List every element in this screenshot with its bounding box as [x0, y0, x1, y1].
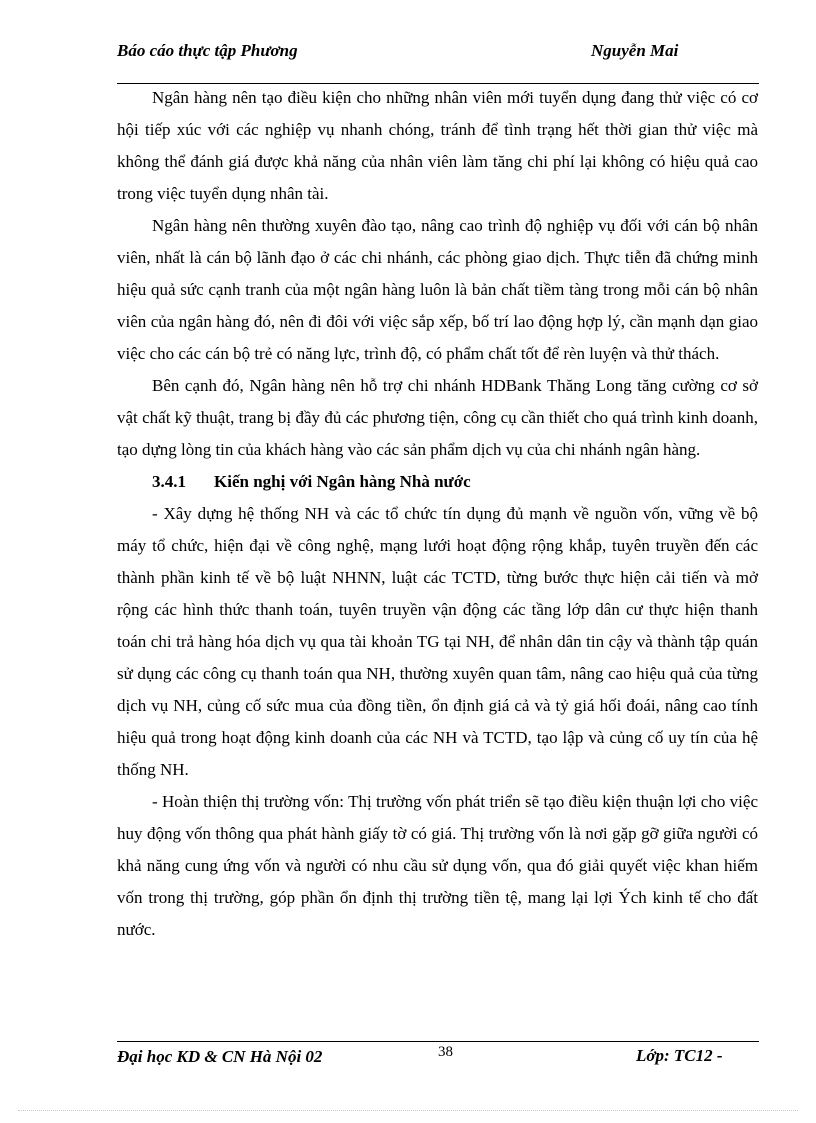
section-title: Kiến nghị với Ngân hàng Nhà nước	[214, 472, 471, 491]
paragraph-2: Ngân hàng nên thường xuyên đào tạo, nâng cao trình độ nghiệp vụ đối với cán bộ nhân viên, nhất là cán bộ lãnh đạo ở các chi nhánh, các phòng giao dịch. Thực tiễn đã chứng minh hiệu quả sức cạnh tranh của một ngân hàng luôn là bản chất tiềm tàng trong mỗi cán bộ nhân viên của ngân hàng đó, nên đi đôi với việc sắp xếp, bố trí lao động hợp lý, cần mạnh dạn giao việc cho các cán bộ trẻ có năng lực, trình độ, có phẩm chất tốt để rèn luyện và thử thách.	[117, 216, 758, 363]
paragraph-1: Ngân hàng nên tạo điều kiện cho những nhân viên mới tuyển dụng đang thử việc có cơ hội tiếp xúc với các nghiệp vụ nhanh chóng, tránh để tình trạng hết thời gian thử việc mà không thể đánh giá được khả năng của nhân viên làm tăng chi phí lại không có hiệu quả cao trong việc tuyển dụng nhân tài.	[117, 88, 758, 203]
header-right: Nguyễn Mai	[591, 41, 679, 60]
footer-left: Đại học KD & CN Hà Nội 02	[117, 1047, 323, 1066]
section-number: 3.4.1	[152, 472, 186, 491]
footer-right: Lớp: TC12 -	[636, 1046, 723, 1065]
header-left: Báo cáo thực tập Phương	[117, 41, 298, 60]
paragraph-4: - Xây dựng hệ thống NH và các tổ chức tín dụng đủ mạnh về nguồn vốn, vững về bộ máy tổ chức, hiện đại về công nghệ, mạng lưới hoạt động rộng khắp, tuyên truyền đến các thành phần kinh tế về bộ luật NHNN, luật các TCTD, từng bước thực hiện cải tiến và mở rộng các hình thức thanh toán, tuyên truyền vận động các tầng lớp dân cư thực hiện thanh toán chi trả hàng hóa dịch vụ qua tài khoản TG tại NH, để nhân dân tin cậy và thành tập quán sử dụng các công cụ thanh toán qua NH, thường xuyên quan tâm, nâng cao hiệu quả của từng dịch vụ NH, củng cố sức mua của đồng tiền, ổn định giá cả và tỷ giá hối đoái, nâng cao tính hiệu quả trong hoạt động kinh doanh của các NH và TCTD, tạo lập và củng cố uy tín của hệ thống NH.	[117, 504, 758, 779]
body-text	[117, 82, 758, 946]
page-edge-divider	[18, 1110, 798, 1111]
paragraph-3: Bên cạnh đó, Ngân hàng nên hỗ trợ chi nhánh HDBank Thăng Long tăng cường cơ sở vật chất kỹ thuật, trang bị đầy đủ các phương tiện, công cụ cần thiết cho quá trình kinh doanh, tạo dựng lòng tin của khách hàng vào các sản phẩm dịch vụ của chi nhánh ngân hàng.	[117, 376, 758, 459]
footer-rule	[117, 1041, 759, 1042]
page-number: 38	[438, 1044, 453, 1060]
paragraph-5: - Hoàn thiện thị trường vốn: Thị trường vốn phát triển sẽ tạo điều kiện thuận lợi cho việc huy động vốn thông qua phát hành giấy tờ có giá. Thị trường vốn là nơi gặp gỡ giữa người có khả năng cung ứng vốn và người có nhu cầu sử dụng vốn, qua đó giải quyết việc khan hiếm vốn trong thị trường, góp phần ổn định thị trường tiền tệ, mang lại lợi Ých kinh tế cho đất nước.	[117, 792, 758, 939]
section-heading	[117, 466, 758, 498]
